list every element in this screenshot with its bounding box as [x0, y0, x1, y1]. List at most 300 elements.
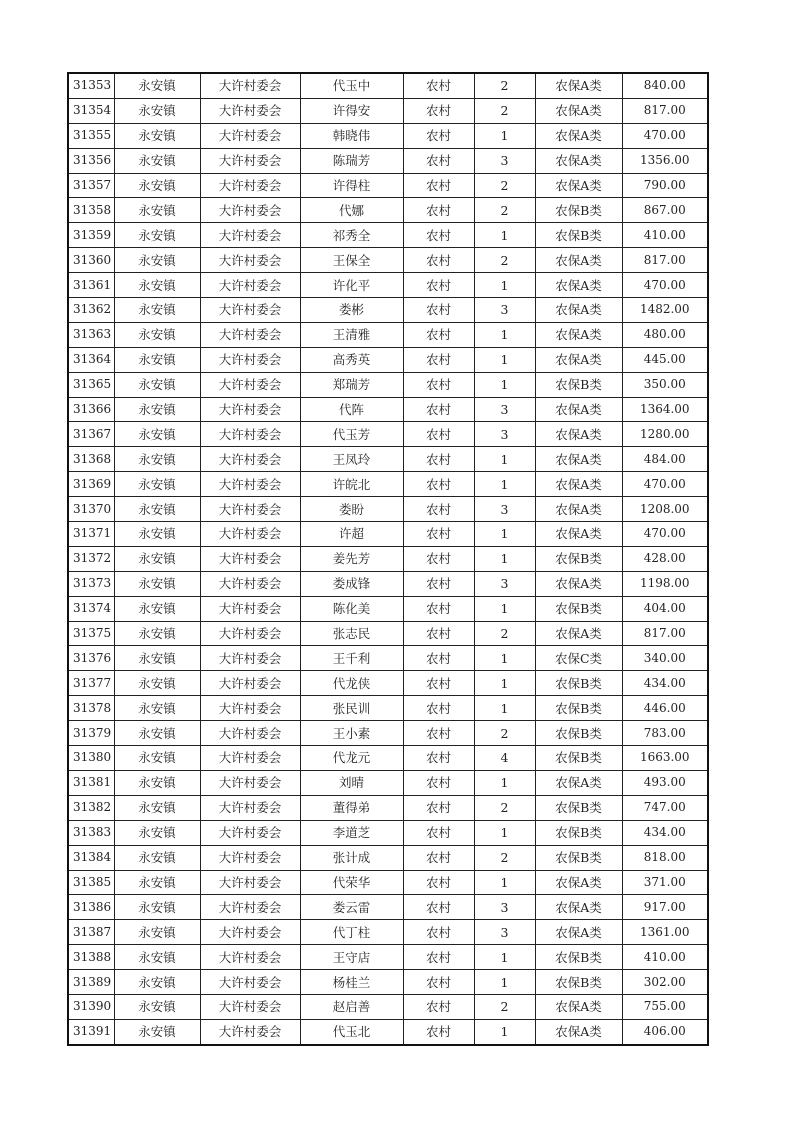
area-type-cell: 农村 [403, 646, 474, 671]
table-body [68, 73, 708, 1045]
table-row [68, 298, 708, 323]
town-cell: 永安镇 [114, 795, 200, 820]
area-type-cell: 农村 [403, 347, 474, 372]
town-cell: 永安镇 [114, 820, 200, 845]
name-cell: 许得柱 [300, 173, 403, 198]
record-id-cell: 31357 [68, 173, 114, 198]
table-row [68, 845, 708, 870]
amount-cell: 1482.00 [622, 298, 708, 323]
village-committee-cell: 大许村委会 [200, 770, 300, 795]
name-cell: 姜先芳 [300, 546, 403, 571]
area-type-cell: 农村 [403, 571, 474, 596]
insurance-category-cell: 农保A类 [535, 98, 622, 123]
area-type-cell: 农村 [403, 372, 474, 397]
village-committee-cell: 大许村委会 [200, 98, 300, 123]
amount-cell: 350.00 [622, 372, 708, 397]
record-id-cell: 31383 [68, 820, 114, 845]
name-cell: 赵启善 [300, 994, 403, 1019]
town-cell: 永安镇 [114, 322, 200, 347]
household-size-cell: 1 [474, 770, 535, 795]
name-cell: 祁秀全 [300, 223, 403, 248]
record-id-cell: 31361 [68, 273, 114, 298]
table-row [68, 994, 708, 1019]
record-id-cell: 31353 [68, 73, 114, 98]
household-size-cell: 2 [474, 73, 535, 98]
village-committee-cell: 大许村委会 [200, 596, 300, 621]
household-size-cell: 2 [474, 248, 535, 273]
record-id-cell: 31369 [68, 472, 114, 497]
insurance-category-cell: 农保A类 [535, 1019, 622, 1044]
village-committee-cell: 大许村委会 [200, 347, 300, 372]
town-cell: 永安镇 [114, 721, 200, 746]
table-row [68, 571, 708, 596]
village-committee-cell: 大许村委会 [200, 73, 300, 98]
record-id-cell: 31368 [68, 447, 114, 472]
name-cell: 张志民 [300, 621, 403, 646]
household-size-cell: 3 [474, 397, 535, 422]
area-type-cell: 农村 [403, 298, 474, 323]
town-cell: 永安镇 [114, 422, 200, 447]
record-id-cell: 31367 [68, 422, 114, 447]
town-cell: 永安镇 [114, 845, 200, 870]
name-cell: 代丁柱 [300, 920, 403, 945]
insurance-category-cell: 农保B类 [535, 596, 622, 621]
table-row [68, 721, 708, 746]
town-cell: 永安镇 [114, 372, 200, 397]
village-committee-cell: 大许村委会 [200, 994, 300, 1019]
area-type-cell: 农村 [403, 397, 474, 422]
amount-cell: 410.00 [622, 945, 708, 970]
village-committee-cell: 大许村委会 [200, 721, 300, 746]
village-committee-cell: 大许村委会 [200, 123, 300, 148]
village-committee-cell: 大许村委会 [200, 422, 300, 447]
table-row [68, 148, 708, 173]
record-id-cell: 31389 [68, 970, 114, 995]
village-committee-cell: 大许村委会 [200, 571, 300, 596]
name-cell: 代龙元 [300, 746, 403, 771]
area-type-cell: 农村 [403, 248, 474, 273]
amount-cell: 783.00 [622, 721, 708, 746]
town-cell: 永安镇 [114, 696, 200, 721]
household-size-cell: 2 [474, 845, 535, 870]
household-size-cell: 1 [474, 447, 535, 472]
record-id-cell: 31355 [68, 123, 114, 148]
household-size-cell: 1 [474, 1019, 535, 1044]
area-type-cell: 农村 [403, 422, 474, 447]
village-committee-cell: 大许村委会 [200, 1019, 300, 1044]
household-size-cell: 2 [474, 98, 535, 123]
amount-cell: 1364.00 [622, 397, 708, 422]
insurance-category-cell: 农保A类 [535, 472, 622, 497]
amount-cell: 1208.00 [622, 497, 708, 522]
village-committee-cell: 大许村委会 [200, 795, 300, 820]
table-row [68, 198, 708, 223]
name-cell: 娄彬 [300, 298, 403, 323]
town-cell: 永安镇 [114, 123, 200, 148]
village-committee-cell: 大许村委会 [200, 945, 300, 970]
amount-cell: 817.00 [622, 621, 708, 646]
table-row [68, 621, 708, 646]
amount-cell: 470.00 [622, 472, 708, 497]
table-row [68, 422, 708, 447]
village-committee-cell: 大许村委会 [200, 497, 300, 522]
area-type-cell: 农村 [403, 98, 474, 123]
household-size-cell: 1 [474, 820, 535, 845]
record-id-cell: 31376 [68, 646, 114, 671]
name-cell: 王守店 [300, 945, 403, 970]
town-cell: 永安镇 [114, 497, 200, 522]
village-committee-cell: 大许村委会 [200, 472, 300, 497]
area-type-cell: 农村 [403, 746, 474, 771]
table-row [68, 895, 708, 920]
household-size-cell: 1 [474, 347, 535, 372]
record-id-cell: 31365 [68, 372, 114, 397]
area-type-cell: 农村 [403, 198, 474, 223]
amount-cell: 446.00 [622, 696, 708, 721]
town-cell: 永安镇 [114, 447, 200, 472]
village-committee-cell: 大许村委会 [200, 646, 300, 671]
town-cell: 永安镇 [114, 646, 200, 671]
amount-cell: 470.00 [622, 123, 708, 148]
insurance-category-cell: 农保A类 [535, 447, 622, 472]
town-cell: 永安镇 [114, 621, 200, 646]
amount-cell: 470.00 [622, 273, 708, 298]
table-row [68, 347, 708, 372]
table-row [68, 920, 708, 945]
town-cell: 永安镇 [114, 920, 200, 945]
record-id-cell: 31377 [68, 671, 114, 696]
town-cell: 永安镇 [114, 198, 200, 223]
name-cell: 代玉芳 [300, 422, 403, 447]
table-row [68, 497, 708, 522]
area-type-cell: 农村 [403, 994, 474, 1019]
record-id-cell: 31356 [68, 148, 114, 173]
village-committee-cell: 大许村委会 [200, 372, 300, 397]
village-committee-cell: 大许村委会 [200, 273, 300, 298]
table-row [68, 646, 708, 671]
town-cell: 永安镇 [114, 98, 200, 123]
household-size-cell: 2 [474, 795, 535, 820]
table-row [68, 795, 708, 820]
record-id-cell: 31379 [68, 721, 114, 746]
record-id-cell: 31390 [68, 994, 114, 1019]
insurance-category-cell: 农保A类 [535, 173, 622, 198]
amount-cell: 747.00 [622, 795, 708, 820]
insurance-category-cell: 农保B类 [535, 820, 622, 845]
table-row [68, 596, 708, 621]
table-row [68, 472, 708, 497]
household-size-cell: 1 [474, 945, 535, 970]
record-id-cell: 31380 [68, 746, 114, 771]
insurance-category-cell: 农保B类 [535, 372, 622, 397]
area-type-cell: 农村 [403, 920, 474, 945]
amount-cell: 840.00 [622, 73, 708, 98]
town-cell: 永安镇 [114, 671, 200, 696]
area-type-cell: 农村 [403, 1019, 474, 1044]
amount-cell: 817.00 [622, 98, 708, 123]
area-type-cell: 农村 [403, 671, 474, 696]
record-id-cell: 31360 [68, 248, 114, 273]
amount-cell: 1356.00 [622, 148, 708, 173]
amount-cell: 445.00 [622, 347, 708, 372]
town-cell: 永安镇 [114, 397, 200, 422]
town-cell: 永安镇 [114, 571, 200, 596]
amount-cell: 302.00 [622, 970, 708, 995]
name-cell: 王凤玲 [300, 447, 403, 472]
household-size-cell: 3 [474, 497, 535, 522]
amount-cell: 428.00 [622, 546, 708, 571]
insurance-category-cell: 农保A类 [535, 422, 622, 447]
amount-cell: 406.00 [622, 1019, 708, 1044]
table-row [68, 870, 708, 895]
household-size-cell: 1 [474, 646, 535, 671]
town-cell: 永安镇 [114, 945, 200, 970]
household-size-cell: 1 [474, 223, 535, 248]
town-cell: 永安镇 [114, 895, 200, 920]
household-size-cell: 1 [474, 522, 535, 547]
name-cell: 许化平 [300, 273, 403, 298]
household-size-cell: 1 [474, 472, 535, 497]
table-row [68, 522, 708, 547]
amount-cell: 493.00 [622, 770, 708, 795]
record-id-cell: 31362 [68, 298, 114, 323]
insurance-category-cell: 农保A类 [535, 73, 622, 98]
name-cell: 张民训 [300, 696, 403, 721]
household-size-cell: 1 [474, 123, 535, 148]
record-id-cell: 31385 [68, 870, 114, 895]
name-cell: 代荣华 [300, 870, 403, 895]
name-cell: 王清雅 [300, 322, 403, 347]
household-size-cell: 3 [474, 298, 535, 323]
amount-cell: 917.00 [622, 895, 708, 920]
insurance-category-cell: 农保B类 [535, 671, 622, 696]
insurance-category-cell: 农保A类 [535, 123, 622, 148]
town-cell: 永安镇 [114, 148, 200, 173]
area-type-cell: 农村 [403, 148, 474, 173]
village-committee-cell: 大许村委会 [200, 621, 300, 646]
insurance-category-cell: 农保A类 [535, 770, 622, 795]
record-id-cell: 31378 [68, 696, 114, 721]
household-size-cell: 2 [474, 198, 535, 223]
town-cell: 永安镇 [114, 770, 200, 795]
record-id-cell: 31375 [68, 621, 114, 646]
village-committee-cell: 大许村委会 [200, 970, 300, 995]
record-id-cell: 31386 [68, 895, 114, 920]
area-type-cell: 农村 [403, 447, 474, 472]
insurance-category-cell: 农保A类 [535, 273, 622, 298]
table-row [68, 248, 708, 273]
name-cell: 刘晴 [300, 770, 403, 795]
amount-cell: 410.00 [622, 223, 708, 248]
name-cell: 董得弟 [300, 795, 403, 820]
record-id-cell: 31359 [68, 223, 114, 248]
insurance-category-cell: 农保A类 [535, 571, 622, 596]
village-committee-cell: 大许村委会 [200, 248, 300, 273]
table-row [68, 746, 708, 771]
name-cell: 许得安 [300, 98, 403, 123]
area-type-cell: 农村 [403, 795, 474, 820]
table-row [68, 770, 708, 795]
insurance-category-cell: 农保A类 [535, 895, 622, 920]
town-cell: 永安镇 [114, 870, 200, 895]
table-row [68, 73, 708, 98]
amount-cell: 434.00 [622, 820, 708, 845]
record-id-cell: 31384 [68, 845, 114, 870]
insurance-category-cell: 农保A类 [535, 148, 622, 173]
insurance-category-cell: 农保A类 [535, 322, 622, 347]
town-cell: 永安镇 [114, 596, 200, 621]
village-committee-cell: 大许村委会 [200, 173, 300, 198]
area-type-cell: 农村 [403, 770, 474, 795]
area-type-cell: 农村 [403, 820, 474, 845]
village-committee-cell: 大许村委会 [200, 546, 300, 571]
name-cell: 娄盼 [300, 497, 403, 522]
name-cell: 李道芝 [300, 820, 403, 845]
area-type-cell: 农村 [403, 322, 474, 347]
village-committee-cell: 大许村委会 [200, 696, 300, 721]
name-cell: 杨桂兰 [300, 970, 403, 995]
table-row [68, 820, 708, 845]
town-cell: 永安镇 [114, 522, 200, 547]
area-type-cell: 农村 [403, 721, 474, 746]
insurance-category-cell: 农保A类 [535, 920, 622, 945]
insurance-category-cell: 农保B类 [535, 845, 622, 870]
insurance-category-cell: 农保A类 [535, 397, 622, 422]
name-cell: 代玉中 [300, 73, 403, 98]
record-id-cell: 31373 [68, 571, 114, 596]
record-id-cell: 31370 [68, 497, 114, 522]
record-id-cell: 31391 [68, 1019, 114, 1044]
area-type-cell: 农村 [403, 173, 474, 198]
record-id-cell: 31358 [68, 198, 114, 223]
insurance-category-cell: 农保A类 [535, 621, 622, 646]
insurance-category-cell: 农保A类 [535, 994, 622, 1019]
record-id-cell: 31374 [68, 596, 114, 621]
household-size-cell: 1 [474, 372, 535, 397]
household-size-cell: 2 [474, 621, 535, 646]
insurance-category-cell: 农保A类 [535, 248, 622, 273]
insurance-category-cell: 农保A类 [535, 522, 622, 547]
table-row [68, 696, 708, 721]
household-size-cell: 1 [474, 273, 535, 298]
record-id-cell: 31371 [68, 522, 114, 547]
household-size-cell: 3 [474, 422, 535, 447]
amount-cell: 755.00 [622, 994, 708, 1019]
insurance-category-cell: 农保A类 [535, 347, 622, 372]
record-id-cell: 31382 [68, 795, 114, 820]
area-type-cell: 农村 [403, 522, 474, 547]
area-type-cell: 农村 [403, 472, 474, 497]
amount-cell: 1663.00 [622, 746, 708, 771]
amount-cell: 1198.00 [622, 571, 708, 596]
name-cell: 高秀英 [300, 347, 403, 372]
table-row [68, 397, 708, 422]
insurance-category-cell: 农保B类 [535, 721, 622, 746]
area-type-cell: 农村 [403, 546, 474, 571]
area-type-cell: 农村 [403, 845, 474, 870]
name-cell: 代玉北 [300, 1019, 403, 1044]
amount-cell: 790.00 [622, 173, 708, 198]
table-row [68, 372, 708, 397]
amount-cell: 867.00 [622, 198, 708, 223]
household-size-cell: 3 [474, 571, 535, 596]
insurance-category-cell: 农保B类 [535, 696, 622, 721]
village-committee-cell: 大许村委会 [200, 522, 300, 547]
area-type-cell: 农村 [403, 621, 474, 646]
amount-cell: 434.00 [622, 671, 708, 696]
household-size-cell: 2 [474, 721, 535, 746]
household-size-cell: 3 [474, 895, 535, 920]
village-committee-cell: 大许村委会 [200, 298, 300, 323]
town-cell: 永安镇 [114, 970, 200, 995]
insurance-category-cell: 农保A类 [535, 497, 622, 522]
amount-cell: 1280.00 [622, 422, 708, 447]
household-size-cell: 2 [474, 994, 535, 1019]
town-cell: 永安镇 [114, 223, 200, 248]
town-cell: 永安镇 [114, 994, 200, 1019]
record-id-cell: 31366 [68, 397, 114, 422]
record-id-cell: 31354 [68, 98, 114, 123]
area-type-cell: 农村 [403, 273, 474, 298]
name-cell: 许皖北 [300, 472, 403, 497]
table-row [68, 1019, 708, 1044]
household-size-cell: 1 [474, 596, 535, 621]
insurance-category-cell: 农保C类 [535, 646, 622, 671]
village-committee-cell: 大许村委会 [200, 223, 300, 248]
household-size-cell: 3 [474, 920, 535, 945]
name-cell: 王千利 [300, 646, 403, 671]
record-id-cell: 31381 [68, 770, 114, 795]
table-row [68, 273, 708, 298]
village-committee-cell: 大许村委会 [200, 895, 300, 920]
town-cell: 永安镇 [114, 298, 200, 323]
table-row [68, 123, 708, 148]
town-cell: 永安镇 [114, 173, 200, 198]
household-size-cell: 1 [474, 671, 535, 696]
record-id-cell: 31387 [68, 920, 114, 945]
village-committee-cell: 大许村委会 [200, 920, 300, 945]
amount-cell: 484.00 [622, 447, 708, 472]
household-size-cell: 1 [474, 870, 535, 895]
village-committee-cell: 大许村委会 [200, 746, 300, 771]
village-committee-cell: 大许村委会 [200, 820, 300, 845]
insurance-category-cell: 农保B类 [535, 945, 622, 970]
town-cell: 永安镇 [114, 248, 200, 273]
name-cell: 郑瑞芳 [300, 372, 403, 397]
household-size-cell: 1 [474, 970, 535, 995]
insurance-category-cell: 农保B类 [535, 546, 622, 571]
name-cell: 代娜 [300, 198, 403, 223]
area-type-cell: 农村 [403, 895, 474, 920]
table-row [68, 173, 708, 198]
town-cell: 永安镇 [114, 472, 200, 497]
name-cell: 陈瑞芳 [300, 148, 403, 173]
area-type-cell: 农村 [403, 223, 474, 248]
table-row [68, 322, 708, 347]
table-row [68, 447, 708, 472]
area-type-cell: 农村 [403, 970, 474, 995]
area-type-cell: 农村 [403, 596, 474, 621]
record-id-cell: 31363 [68, 322, 114, 347]
village-committee-cell: 大许村委会 [200, 845, 300, 870]
town-cell: 永安镇 [114, 1019, 200, 1044]
household-size-cell: 4 [474, 746, 535, 771]
amount-cell: 340.00 [622, 646, 708, 671]
amount-cell: 480.00 [622, 322, 708, 347]
household-size-cell: 1 [474, 322, 535, 347]
insurance-category-cell: 农保B类 [535, 223, 622, 248]
household-size-cell: 2 [474, 173, 535, 198]
